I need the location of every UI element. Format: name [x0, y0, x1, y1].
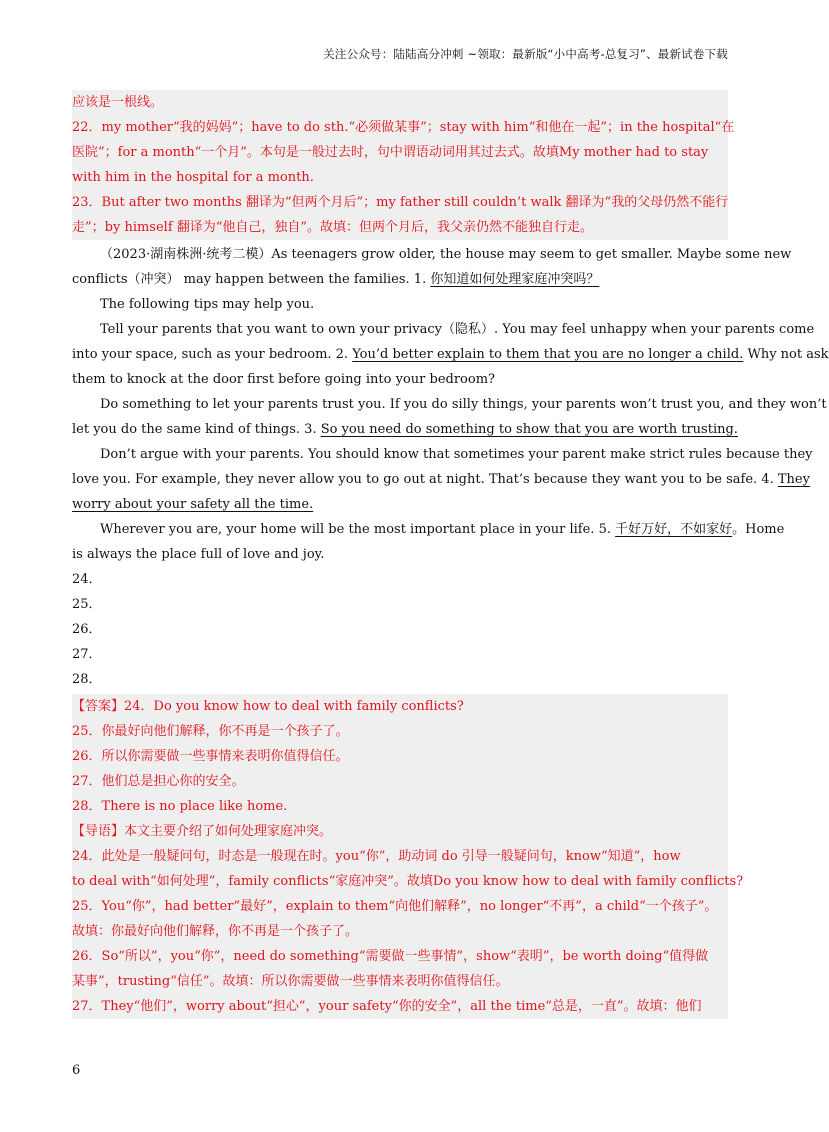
- question-number: 27．: [72, 647, 102, 662]
- passage-line: love you. For example, they never allow you to go out at night. That’s because they want you to be safe. 4. They: [72, 472, 810, 487]
- answer-line: with him in the hospital for a month.: [72, 165, 728, 190]
- passage-line: （2023·湖南株洲·统考二模）As teenagers grow older, the house may seem to get smaller. Maybe some new: [100, 247, 792, 262]
- guide-line: 25．You“你”，had better“最好”，explain to them“向他们解释”，no longer“不再”，a child“一个孩子”。: [72, 894, 728, 919]
- page-header: 关注公众号：陆陆高分冲刺 ~领取：最新版“小中高考-总复习”、最新试卷下载: [323, 47, 728, 61]
- guide-line: 【导语】本文主要介绍了如何处理家庭冲突。: [72, 819, 728, 844]
- question-numbers: [72, 567, 728, 692]
- blank-1-answer: 你知道如何处理家庭冲突吗？: [430, 272, 600, 287]
- question-number: 28．: [72, 672, 102, 687]
- answer-line: 医院”；for a month“一个月”。本句是一般过去时，句中谓语动词用其过去式。故填My mother had to stay: [72, 140, 728, 165]
- blank-3-answer: So you need do something to show that you are worth trusting.: [320, 422, 738, 437]
- passage-line: conflicts（冲突） may happen between the families. 1. 你知道如何处理家庭冲突吗？: [72, 272, 600, 287]
- answer-line: 应该是一根线。: [72, 90, 728, 115]
- passage-line: let you do the same kind of things. 3. So you need do something to show that you are worth trusting.: [72, 422, 738, 437]
- passage-line: them to knock at the door first before going into your bedroom?: [72, 372, 495, 387]
- passage-line: is always the place full of love and joy.: [72, 547, 325, 562]
- passage-line: Don’t argue with your parents. You should know that sometimes your parent make strict rules because they: [100, 447, 813, 462]
- blank-4-answer-end: worry about your safety all the time.: [72, 497, 314, 512]
- blank-5-answer: 千好万好，不如家好: [615, 522, 733, 537]
- passage-line: Wherever you are, your home will be the most important place in your life. 5. 千好万好，不如家好。Home: [100, 522, 785, 537]
- reading-passage: [72, 242, 829, 567]
- guide-line: 某事”，trusting“信任”。故填：所以你需要做一些事情来表明你值得信任。: [72, 969, 728, 994]
- answer-line: 23．But after two months 翻译为“但两个月后”；my father still couldn’t walk 翻译为“我的父母仍然不能行: [72, 190, 728, 215]
- answer-line: 28．There is no place like home.: [72, 794, 728, 819]
- page-number: 6: [72, 1063, 81, 1078]
- passage-line: [72, 492, 728, 517]
- passage-line: into your space, such as your bedroom. 2. You’d better explain to them that you are no longer a child. Why not ask: [72, 347, 829, 362]
- answer-line: 22．my mother“我的妈妈”；have to do sth.“必须做某事”；stay with him“和他在一起”；in the hospital“在: [72, 115, 728, 140]
- question-number: 26．: [72, 622, 102, 637]
- passage-line: The following tips may help you.: [100, 297, 315, 312]
- answer-line: 25．你最好向他们解释，你不再是一个孩子了。: [72, 719, 728, 744]
- answer-line: 【答案】24．Do you know how to deal with family conflicts?: [72, 694, 728, 719]
- answer-line: 26．所以你需要做一些事情来表明你值得信任。: [72, 744, 728, 769]
- previous-answers: [72, 90, 735, 240]
- answer-line: 走”；by himself 翻译为“他自己，独自”。故填：但两个月后，我父亲仍然不能独自行走。: [72, 215, 728, 240]
- passage-line: Tell your parents that you want to own your privacy（隐私）. You may feel unhappy when your parents come: [100, 322, 815, 337]
- guide-line: 26．So“所以”，you“你”，need do something“需要做一些事情”，show“表明”，be worth doing“值得做: [72, 944, 728, 969]
- guide-line: 27．They“他们”，worry about“担心”，your safety“你的安全”，all the time“总是，一直”。故填：他们: [72, 994, 728, 1019]
- answer-line: 27．他们总是担心你的安全。: [72, 769, 728, 794]
- question-number: 24．: [72, 572, 102, 587]
- passage-line: Do something to let your parents trust you. If you do silly things, your parents won’t trust you, and they won’t: [100, 397, 827, 412]
- answer-section: [72, 694, 744, 1019]
- question-number: 25．: [72, 597, 102, 612]
- guide-line: to deal with“如何处理”，family conflicts“家庭冲突”。故填Do you know how to deal with family conflicts?: [72, 869, 728, 894]
- guide-line: 24．此处是一般疑问句，时态是一般现在时。you“你”，助动词 do 引导一般疑问句，know“知道”，how: [72, 844, 728, 869]
- blank-2-answer: You’d better explain to them that you are no longer a child.: [352, 347, 744, 362]
- blank-4-answer-start: They: [777, 472, 810, 487]
- guide-line: 故填：你最好向他们解释，你不再是一个孩子了。: [72, 919, 728, 944]
